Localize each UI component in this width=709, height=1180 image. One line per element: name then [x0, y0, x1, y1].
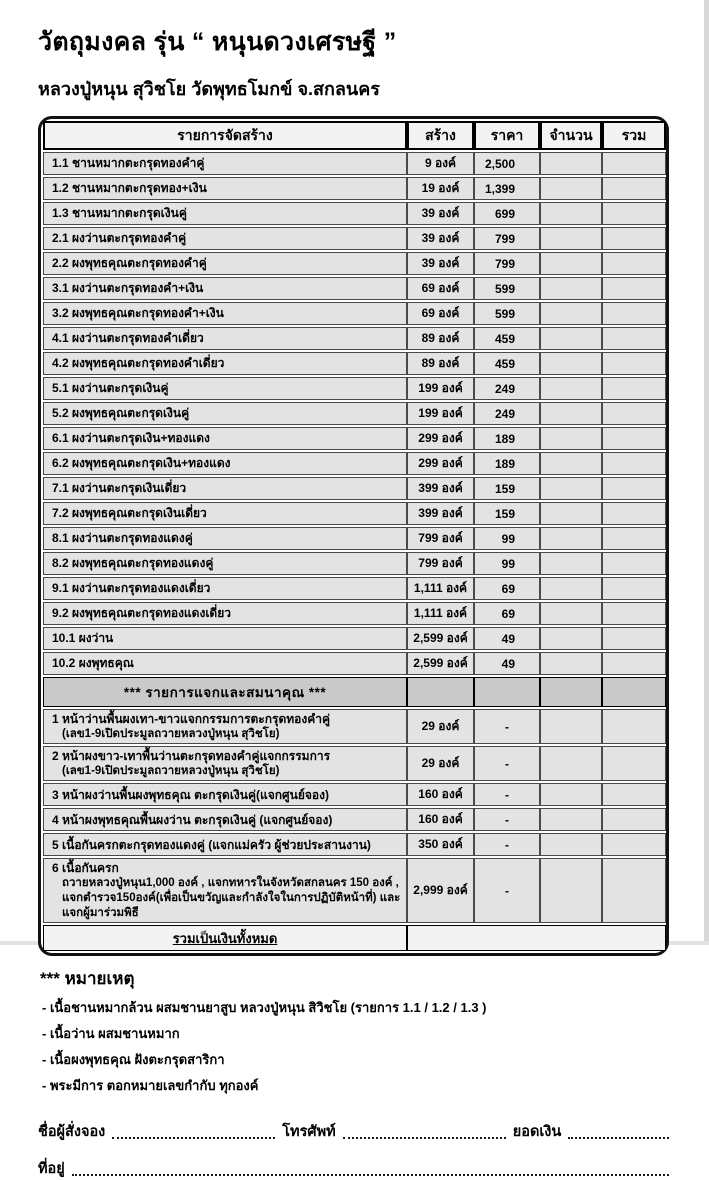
item-name: 1.3 ชานหมากตะกรุดเงินคู่: [43, 202, 407, 225]
quantity-cell: [540, 402, 602, 425]
table-row: [43, 177, 666, 200]
row-total-cell: [602, 302, 666, 325]
quantity-cell: [540, 709, 602, 744]
item-made: 399 องค์: [407, 502, 474, 525]
item-made: 69 องค์: [407, 302, 474, 325]
quantity-cell: [540, 427, 602, 450]
table-row: [43, 227, 666, 250]
row-total-cell: [602, 377, 666, 400]
quantity-cell: [540, 377, 602, 400]
giveaway-name-cell: [43, 858, 407, 923]
column-header-price: ราคา: [474, 121, 540, 150]
quantity-cell: [540, 227, 602, 250]
item-price: 1,399: [474, 177, 540, 200]
giveaway-price: -: [474, 833, 540, 856]
item-name: 8.2 ผงพุทธคุณตะกรุดทองแดงคู่: [43, 552, 407, 575]
giveaway-made: 160 องค์: [407, 808, 474, 831]
quantity-cell: [540, 452, 602, 475]
table-row: [43, 627, 666, 650]
giveaway-price: -: [474, 808, 540, 831]
page-subtitle: หลวงปู่หนุน สุวิชโย วัดพุทธโมกข์ จ.สกลนคร: [38, 79, 380, 99]
item-name: 3.1 ผงว่านตะกรุดทองคำ+เงิน: [43, 277, 407, 300]
quantity-cell: [540, 352, 602, 375]
item-price: 249: [474, 377, 540, 400]
giveaway-made: 2,999 องค์: [407, 858, 474, 923]
table-row: [43, 402, 666, 425]
note-item: - เนื้อผงพุทธคุณ ฝังตะกรุดสาริกา: [42, 1052, 225, 1068]
quantity-cell: [540, 652, 602, 675]
column-header-quantity: จำนวน: [540, 121, 602, 150]
giveaway-price: -: [474, 709, 540, 744]
giveaway-row: [43, 783, 666, 806]
giveaway-row: [43, 709, 666, 744]
item-price: 69: [474, 577, 540, 600]
table-row: [43, 577, 666, 600]
giveaway-name: 1 หน้าว่านพื้นผงเทา-ขาวแจกกรรมการตะกรุดทองคำคู่: [52, 712, 331, 726]
item-made: 9 องค์: [407, 152, 474, 175]
section-empty-cell: [407, 677, 474, 707]
row-total-cell: [602, 177, 666, 200]
giveaway-made: 160 องค์: [407, 783, 474, 806]
item-made: 199 องค์: [407, 402, 474, 425]
row-total-cell: [602, 833, 666, 856]
quantity-cell: [540, 302, 602, 325]
item-made: 39 องค์: [407, 227, 474, 250]
giveaway-name-cell: [43, 746, 407, 781]
order-info-line: [38, 1120, 669, 1143]
table-row: [43, 277, 666, 300]
quantity-cell: [540, 327, 602, 350]
table-row: [43, 427, 666, 450]
item-made: 39 องค์: [407, 252, 474, 275]
row-total-cell: [602, 652, 666, 675]
quantity-cell: [540, 152, 602, 175]
orderer-name-label: ชื่อผู้สั่งจอง: [38, 1124, 106, 1141]
item-name: 4.1 ผงว่านตะกรุดทองคำเดี่ยว: [43, 327, 407, 350]
item-name: 7.1 ผงว่านตะกรุดเงินเดี่ยว: [43, 477, 407, 500]
quantity-cell: [540, 477, 602, 500]
quantity-cell: [540, 602, 602, 625]
table-row: [43, 377, 666, 400]
address-line: [38, 1157, 669, 1180]
quantity-cell: [540, 252, 602, 275]
giveaway-detail: (เลข1-9เปิดประมูลถวายหลวงปู่หนุน สุวิชโย): [62, 728, 280, 741]
orderer-name-blank: [112, 1135, 275, 1139]
section-empty-cell: [602, 677, 666, 707]
page-title: วัตถุมงคล รุ่น “ หนุนดวงเศรษฐี ”: [38, 28, 397, 56]
item-price: 159: [474, 477, 540, 500]
item-name: 1.1 ชานหมากตะกรุดทองคำคู่: [43, 152, 407, 175]
giveaway-detail: ถวายหลวงปู่หนุน1,000 องค์ , แจกทหารในจังหวัดสกลนคร 150 องค์ , แจกตำรวจ150องค์(เพื่อเป็นขวัญและกำลังใจในการปฏิบัติหน้าที่) และแจกผู้มาร่วมพิธี: [62, 877, 401, 920]
item-price: 159: [474, 502, 540, 525]
phone-blank: [343, 1135, 506, 1139]
table-row: [43, 327, 666, 350]
row-total-cell: [602, 427, 666, 450]
grand-total-cell: [407, 925, 666, 951]
item-price: 189: [474, 452, 540, 475]
price-table-grid: [43, 119, 666, 953]
quantity-cell: [540, 746, 602, 781]
quantity-cell: [540, 858, 602, 923]
quantity-cell: [540, 808, 602, 831]
giveaway-name-cell: [43, 808, 407, 831]
item-made: 69 องค์: [407, 277, 474, 300]
giveaway-made: 29 องค์: [407, 746, 474, 781]
table-header-row: [43, 121, 666, 150]
row-total-cell: [602, 152, 666, 175]
section-header-row: [43, 677, 666, 707]
table-row: [43, 502, 666, 525]
item-name: 6.1 ผงว่านตะกรุดเงิน+ทองแดง: [43, 427, 407, 450]
column-header-total: รวม: [602, 121, 666, 150]
section-header-label: *** รายการแจกและสมนาคุณ ***: [43, 677, 407, 707]
table-row: [43, 527, 666, 550]
item-made: 399 องค์: [407, 477, 474, 500]
item-name: 6.2 ผงพุทธคุณตะกรุดเงิน+ทองแดง: [43, 452, 407, 475]
notes-section: [38, 965, 669, 1096]
item-made: 299 องค์: [407, 427, 474, 450]
item-name: 2.1 ผงว่านตะกรุดทองคำคู่: [43, 227, 407, 250]
giveaway-detail: (เลข1-9เปิดประมูลถวายหลวงปู่หนุน สุวิชโย): [62, 765, 280, 778]
item-made: 1,111 องค์: [407, 602, 474, 625]
item-made: 2,599 องค์: [407, 627, 474, 650]
row-total-cell: [602, 627, 666, 650]
row-total-cell: [602, 602, 666, 625]
giveaway-name: 5 เนื้อกันครกตะกรุดทองแดงคู่ (แจกแม่ครัว ผู้ช่วยประสานงาน): [52, 837, 371, 852]
item-name: 8.1 ผงว่านตะกรุดทองแดงคู่: [43, 527, 407, 550]
giveaway-price: -: [474, 858, 540, 923]
item-made: 199 องค์: [407, 377, 474, 400]
item-made: 1,111 องค์: [407, 577, 474, 600]
item-name: 9.1 ผงว่านตะกรุดทองแดงเดี่ยว: [43, 577, 407, 600]
row-total-cell: [602, 252, 666, 275]
row-total-cell: [602, 552, 666, 575]
section-empty-cell: [540, 677, 602, 707]
item-price: 799: [474, 252, 540, 275]
row-total-cell: [602, 858, 666, 923]
table-row: [43, 352, 666, 375]
amount-label: ยอดเงิน: [512, 1124, 562, 1141]
giveaway-made: 350 องค์: [407, 833, 474, 856]
item-price: 69: [474, 602, 540, 625]
grand-total-row: [43, 925, 666, 951]
giveaway-name: 2 หน้าผงขาว-เทาพื้นว่านตะกรุดทองคำคู่แจกกรรมการ: [52, 749, 331, 764]
table-row: [43, 452, 666, 475]
row-total-cell: [602, 402, 666, 425]
table-row: [43, 252, 666, 275]
item-price: 459: [474, 327, 540, 350]
row-total-cell: [602, 202, 666, 225]
item-name: 4.2 ผงพุทธคุณตะกรุดทองคำเดี่ยว: [43, 352, 407, 375]
item-made: 799 องค์: [407, 552, 474, 575]
item-price: 49: [474, 627, 540, 650]
giveaway-name: 4 หน้าผงพุทธคุณพื้นผงว่าน ตะกรุดเงินคู่ (แจกศูนย์จอง): [52, 812, 333, 827]
giveaway-price: -: [474, 746, 540, 781]
table-row: [43, 652, 666, 675]
row-total-cell: [602, 527, 666, 550]
phone-label: โทรศัพท์: [282, 1124, 336, 1141]
quantity-cell: [540, 833, 602, 856]
quantity-cell: [540, 202, 602, 225]
item-name: 1.2 ชานหมากตะกรุดทอง+เงิน: [43, 177, 407, 200]
column-header-made: สร้าง: [407, 121, 474, 150]
row-total-cell: [602, 452, 666, 475]
item-price: 599: [474, 277, 540, 300]
item-made: 799 องค์: [407, 527, 474, 550]
price-table: [38, 116, 669, 956]
table-row: [43, 477, 666, 500]
giveaway-price: -: [474, 783, 540, 806]
item-made: 299 องค์: [407, 452, 474, 475]
item-price: 799: [474, 227, 540, 250]
quantity-cell: [540, 177, 602, 200]
giveaway-name-cell: [43, 833, 407, 856]
item-name: 2.2 ผงพุทธคุณตะกรุดทองคำคู่: [43, 252, 407, 275]
item-made: 89 องค์: [407, 352, 474, 375]
item-price: 249: [474, 402, 540, 425]
quantity-cell: [540, 783, 602, 806]
giveaway-name-cell: [43, 709, 407, 744]
row-total-cell: [602, 577, 666, 600]
quantity-cell: [540, 502, 602, 525]
address-label: ที่อยู่: [38, 1161, 65, 1178]
giveaway-row: [43, 808, 666, 831]
row-total-cell: [602, 808, 666, 831]
item-name: 7.2 ผงพุทธคุณตะกรุดเงินเดี่ยว: [43, 502, 407, 525]
notes-header: *** หมายเหตุ: [40, 969, 135, 989]
item-price: 2,500: [474, 152, 540, 175]
item-price: 459: [474, 352, 540, 375]
item-price: 699: [474, 202, 540, 225]
row-total-cell: [602, 709, 666, 744]
table-row: [43, 152, 666, 175]
giveaway-row: [43, 746, 666, 781]
section-empty-cell: [474, 677, 540, 707]
table-row: [43, 552, 666, 575]
item-made: 89 องค์: [407, 327, 474, 350]
item-made: 39 องค์: [407, 202, 474, 225]
note-item: - พระมีการ ตอกหมายเลขกำกับ ทุกองค์: [42, 1078, 259, 1094]
note-item: - เนื้อชานหมากล้วน ผสมชานยาสูบ หลวงปู่หนุน สิวิชโย (รายการ 1.1 / 1.2 / 1.3 ): [42, 1000, 487, 1016]
quantity-cell: [540, 577, 602, 600]
row-total-cell: [602, 327, 666, 350]
item-price: 189: [474, 427, 540, 450]
note-item: - เนื้อว่าน ผสมชานหมาก: [42, 1026, 180, 1042]
quantity-cell: [540, 552, 602, 575]
item-price: 99: [474, 527, 540, 550]
item-made: 2,599 องค์: [407, 652, 474, 675]
item-price: 599: [474, 302, 540, 325]
column-header-item: รายการจัดสร้าง: [43, 121, 407, 150]
row-total-cell: [602, 746, 666, 781]
item-name: 5.1 ผงว่านตะกรุดเงินคู่: [43, 377, 407, 400]
quantity-cell: [540, 627, 602, 650]
row-total-cell: [602, 477, 666, 500]
item-made: 19 องค์: [407, 177, 474, 200]
quantity-cell: [540, 277, 602, 300]
item-name: 5.2 ผงพุทธคุณตะกรุดเงินคู่: [43, 402, 407, 425]
item-name: 10.2 ผงพุทธคุณ: [43, 652, 407, 675]
table-row: [43, 202, 666, 225]
address-blank: [72, 1172, 669, 1176]
item-price: 99: [474, 552, 540, 575]
amount-blank: [568, 1135, 669, 1139]
table-row: [43, 602, 666, 625]
row-total-cell: [602, 783, 666, 806]
grand-total-label: รวมเป็นเงินทั้งหมด: [43, 925, 407, 951]
row-total-cell: [602, 502, 666, 525]
giveaway-made: 29 องค์: [407, 709, 474, 744]
item-name: 9.2 ผงพุทธคุณตะกรุดทองแดงเดี่ยว: [43, 602, 407, 625]
item-name: 3.2 ผงพุทธคุณตะกรุดทองคำ+เงิน: [43, 302, 407, 325]
giveaway-name: 3 หน้าผงว่านพื้นผงพุทธคุณ ตะกรุดเงินคู่(แจกศูนย์จอง): [52, 787, 329, 802]
table-row: [43, 302, 666, 325]
giveaway-row: [43, 833, 666, 856]
row-total-cell: [602, 352, 666, 375]
row-total-cell: [602, 227, 666, 250]
item-price: 49: [474, 652, 540, 675]
item-name: 10.1 ผงว่าน: [43, 627, 407, 650]
quantity-cell: [540, 527, 602, 550]
giveaway-name: 6 เนื้อกันครก: [52, 861, 119, 876]
giveaway-name-cell: [43, 783, 407, 806]
giveaway-row: [43, 858, 666, 923]
row-total-cell: [602, 277, 666, 300]
